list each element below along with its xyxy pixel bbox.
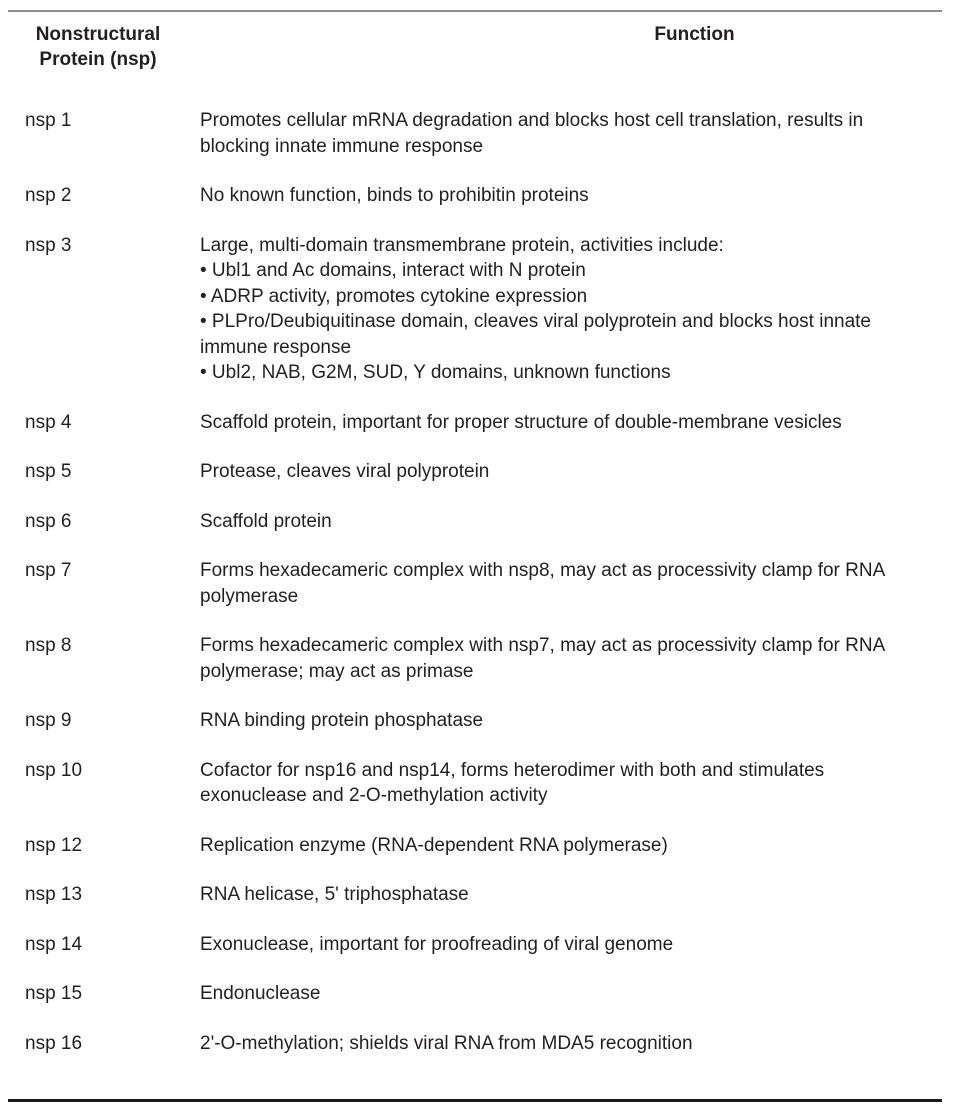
nsp-function-bullet: • PLPro/Deubiquitinase domain, cleaves viral polyprotein and blocks host innate immune response (200, 311, 871, 358)
nsp-function-table (0, 22, 959, 1056)
nsp-name-cell: nsp 8 (25, 635, 72, 656)
nsp-function-cell (200, 882, 959, 932)
table-row (0, 108, 959, 183)
table-row (0, 882, 959, 932)
nsp-name-cell: nsp 3 (25, 234, 72, 256)
nsp-function-cell (200, 633, 959, 708)
nsp-function-text: Forms hexadecameric complex with nsp8, may act as processivity clamp for RNA polymerase (200, 560, 885, 607)
column-header-function (200, 22, 959, 72)
table-header (0, 22, 959, 108)
nsp-function-cell (200, 833, 959, 883)
table-row (0, 633, 959, 708)
nsp-name-cell: nsp 7 (25, 560, 72, 581)
nsp-name-cell: nsp 5 (25, 461, 72, 482)
nsp-function-cell (200, 558, 959, 633)
nsp-function-cell (200, 509, 959, 559)
table-body (0, 108, 959, 1056)
nsp-name-cell: nsp 10 (25, 759, 83, 781)
nsp-name-cell: nsp 2 (25, 185, 72, 206)
nsp-function-text: Scaffold protein, important for proper structure of double-membrane vesicles (200, 411, 842, 433)
table-top-rule (8, 10, 942, 12)
nsp-function-text: Forms hexadecameric complex with nsp7, may act as processivity clamp for RNA polymerase; may act as primase (200, 635, 885, 682)
table-row (0, 410, 959, 460)
nsp-name-cell: nsp 15 (25, 983, 83, 1004)
nsp-name-cell: nsp 13 (25, 884, 83, 905)
column-header-nonstructural-protein (0, 22, 200, 72)
nsp-name-cell: nsp 16 (25, 1032, 83, 1054)
nsp-function-text: RNA binding protein phosphatase (200, 710, 484, 731)
table-bottom-rule (8, 1099, 942, 1102)
table-row (0, 1031, 959, 1057)
nsp-name-cell: nsp 4 (25, 411, 72, 433)
nsp-function-text: Protease, cleaves viral polyprotein (200, 461, 490, 482)
column-header-line-1: Nonstructural (35, 24, 161, 45)
nsp-name-cell: nsp 12 (25, 834, 83, 856)
table-row (0, 708, 959, 758)
nsp-function-text: No known function, binds to prohibitin proteins (200, 185, 589, 206)
nsp-function-cell (200, 981, 959, 1031)
nsp-function-text: Endonuclease (200, 983, 321, 1004)
table-row (0, 833, 959, 883)
table-row (0, 981, 959, 1031)
column-header-function-label: Function (654, 24, 735, 45)
nsp-name-cell: nsp 9 (25, 710, 72, 731)
nsp-function-text: Promotes cellular mRNA degradation and blocks host cell translation, results in blocking innate immune response (200, 110, 864, 157)
nsp-function-bullet: • Ubl1 and Ac domains, interact with N protein (200, 260, 586, 281)
table-row (0, 932, 959, 982)
nsp-function-cell (200, 708, 959, 758)
nsp-name-cell: nsp 1 (25, 110, 72, 131)
nsp-function-cell (200, 1031, 959, 1057)
table-row (0, 459, 959, 509)
table-row (0, 183, 959, 233)
table-row (0, 509, 959, 559)
column-header-line-2: Protein (nsp) (39, 49, 157, 70)
nsp-function-cell (200, 183, 959, 233)
nsp-function-text: Cofactor for nsp16 and nsp14, forms heterodimer with both and stimulates exonuclease and 2-O-methylation activity (200, 759, 825, 806)
table-row (0, 233, 959, 410)
nsp-name-cell: nsp 6 (25, 510, 72, 532)
nsp-function-cell (200, 758, 959, 833)
table-row (0, 758, 959, 833)
nsp-function-text: Large, multi-domain transmembrane protein, activities include: (200, 234, 724, 256)
nsp-function-cell (200, 410, 959, 460)
spacer-cell-right (200, 72, 959, 108)
nsp-function-cell (200, 108, 959, 183)
nsp-function-text: Exonuclease, important for proofreading of viral genome (200, 933, 674, 955)
nsp-function-cell (200, 233, 959, 410)
nsp-function-cell (200, 459, 959, 509)
nsp-function-bullet: • Ubl2, NAB, G2M, SUD, Y domains, unknown functions (200, 362, 671, 383)
header-body-spacer (0, 72, 959, 108)
nsp-function-text: 2'-O-methylation; shields viral RNA from MDA5 recognition (200, 1032, 693, 1054)
nsp-name-cell: nsp 14 (25, 933, 83, 955)
nsp-function-text: RNA helicase, 5' triphosphatase (200, 884, 469, 905)
spacer-cell-left (0, 72, 200, 108)
nsp-function-text: Scaffold protein (200, 510, 332, 532)
nsp-function-cell (200, 932, 959, 982)
table-row (0, 558, 959, 633)
nsp-function-bullet: • ADRP activity, promotes cytokine expression (200, 285, 588, 307)
table-header-row (0, 22, 959, 72)
nsp-function-text: Replication enzyme (RNA-dependent RNA polymerase) (200, 834, 668, 856)
